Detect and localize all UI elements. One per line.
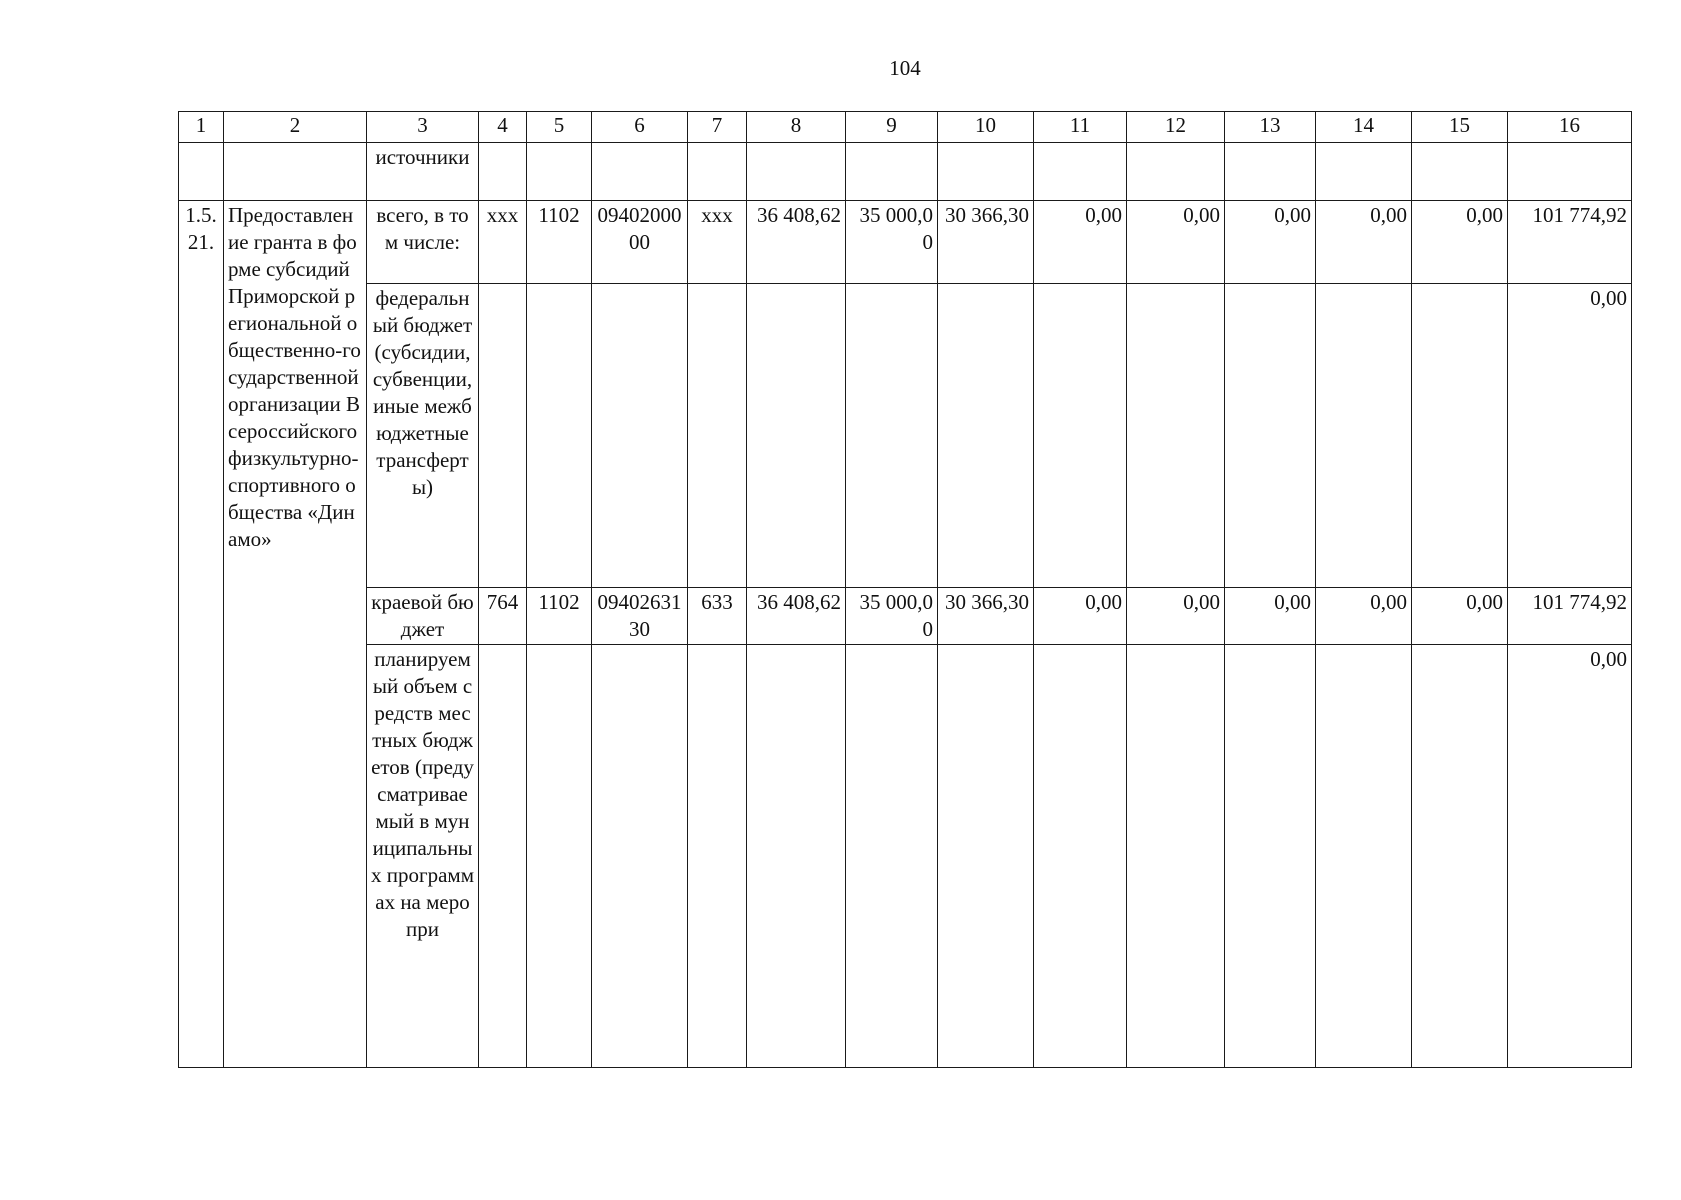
empty-cell [688, 143, 747, 201]
column-number: 10 [938, 112, 1034, 143]
value-cell: 35 000,00 [846, 588, 938, 645]
empty-cell [938, 143, 1034, 201]
empty-cell [1034, 284, 1127, 588]
value-cell: 1102 [527, 588, 592, 645]
value-cell: 0940200000 [592, 201, 688, 284]
value-cell: 36 408,62 [747, 201, 846, 284]
column-number: 1 [179, 112, 224, 143]
empty-cell [938, 284, 1034, 588]
empty-cell [527, 645, 592, 1068]
column-number: 9 [846, 112, 938, 143]
value-cell: 1102 [527, 201, 592, 284]
column-number: 16 [1508, 112, 1632, 143]
empty-cell [1412, 645, 1508, 1068]
empty-cell [688, 645, 747, 1068]
value-cell: 101 774,92 [1508, 201, 1632, 284]
source-label: всего, в том числе: [367, 201, 479, 284]
column-number: 8 [747, 112, 846, 143]
empty-cell [224, 143, 367, 201]
value-cell: ххх [479, 201, 527, 284]
empty-cell [1412, 284, 1508, 588]
empty-cell [938, 645, 1034, 1068]
source-label: краевой бюджет [367, 588, 479, 645]
value-cell: 764 [479, 588, 527, 645]
empty-cell [846, 143, 938, 201]
value-cell: 0,00 [1034, 201, 1127, 284]
empty-cell [527, 284, 592, 588]
value-cell: 0,00 [1412, 201, 1508, 284]
empty-cell [688, 284, 747, 588]
total-row [179, 201, 1632, 284]
empty-cell [479, 143, 527, 201]
item-name: Предоставление гранта в форме субсидий Приморской региональной общественно-государственной организации Всероссийского физкультурно-спортивного общества «Динамо» [224, 201, 367, 1068]
empty-cell [1316, 645, 1412, 1068]
value-cell: 633 [688, 588, 747, 645]
value-cell: 30 366,30 [938, 588, 1034, 645]
value-cell: 0940263130 [592, 588, 688, 645]
value-cell: 101 774,92 [1508, 588, 1632, 645]
regional-row [179, 588, 1632, 645]
header-row [179, 112, 1632, 143]
local-row [179, 645, 1632, 1068]
column-number: 15 [1412, 112, 1508, 143]
budget-table [178, 111, 1632, 1068]
value-cell: 0,00 [1225, 588, 1316, 645]
empty-cell [179, 143, 224, 201]
value-cell: ххх [688, 201, 747, 284]
value-cell: 0,00 [1127, 201, 1225, 284]
sources-label: источники [367, 143, 479, 201]
empty-cell [747, 284, 846, 588]
empty-cell [846, 645, 938, 1068]
empty-cell [1127, 645, 1225, 1068]
empty-cell [1316, 143, 1412, 201]
column-number: 11 [1034, 112, 1127, 143]
value-cell: 0,00 [1127, 588, 1225, 645]
value-cell: 0,00 [1316, 201, 1412, 284]
sources-row [179, 143, 1632, 201]
empty-cell [1127, 143, 1225, 201]
value-cell: 30 366,30 [938, 201, 1034, 284]
empty-cell [1225, 143, 1316, 201]
empty-cell [527, 143, 592, 201]
empty-cell [592, 143, 688, 201]
empty-cell [747, 143, 846, 201]
empty-cell [1034, 143, 1127, 201]
column-number: 3 [367, 112, 479, 143]
empty-cell [1225, 645, 1316, 1068]
value-cell: 0,00 [1034, 588, 1127, 645]
column-number: 14 [1316, 112, 1412, 143]
column-number: 2 [224, 112, 367, 143]
empty-cell [1225, 284, 1316, 588]
column-number: 6 [592, 112, 688, 143]
empty-cell [1034, 645, 1127, 1068]
value-cell: 0,00 [1412, 588, 1508, 645]
empty-cell [1127, 284, 1225, 588]
value-cell: 0,00 [1508, 284, 1632, 588]
page-number: 104 [889, 56, 921, 80]
source-label: планируемый объем средств местных бюджетов (предусматриваемый в муниципальных программах на меропри [367, 645, 479, 1068]
value-cell: 0,00 [1508, 645, 1632, 1068]
empty-cell [1412, 143, 1508, 201]
empty-cell [479, 284, 527, 588]
federal-row [179, 284, 1632, 588]
empty-cell [592, 284, 688, 588]
column-number: 13 [1225, 112, 1316, 143]
empty-cell [592, 645, 688, 1068]
value-cell: 35 000,00 [846, 201, 938, 284]
value-cell: 0,00 [1316, 588, 1412, 645]
empty-cell [846, 284, 938, 588]
empty-cell [1508, 143, 1632, 201]
empty-cell [1316, 284, 1412, 588]
column-number: 7 [688, 112, 747, 143]
value-cell: 0,00 [1225, 201, 1316, 284]
column-number: 4 [479, 112, 527, 143]
column-number: 5 [527, 112, 592, 143]
empty-cell [747, 645, 846, 1068]
value-cell: 36 408,62 [747, 588, 846, 645]
column-number: 12 [1127, 112, 1225, 143]
source-label: федеральный бюджет (субсидии, субвенции, иные межбюджетные трансферты) [367, 284, 479, 588]
item-number: 1.5.21. [179, 201, 224, 1068]
empty-cell [479, 645, 527, 1068]
